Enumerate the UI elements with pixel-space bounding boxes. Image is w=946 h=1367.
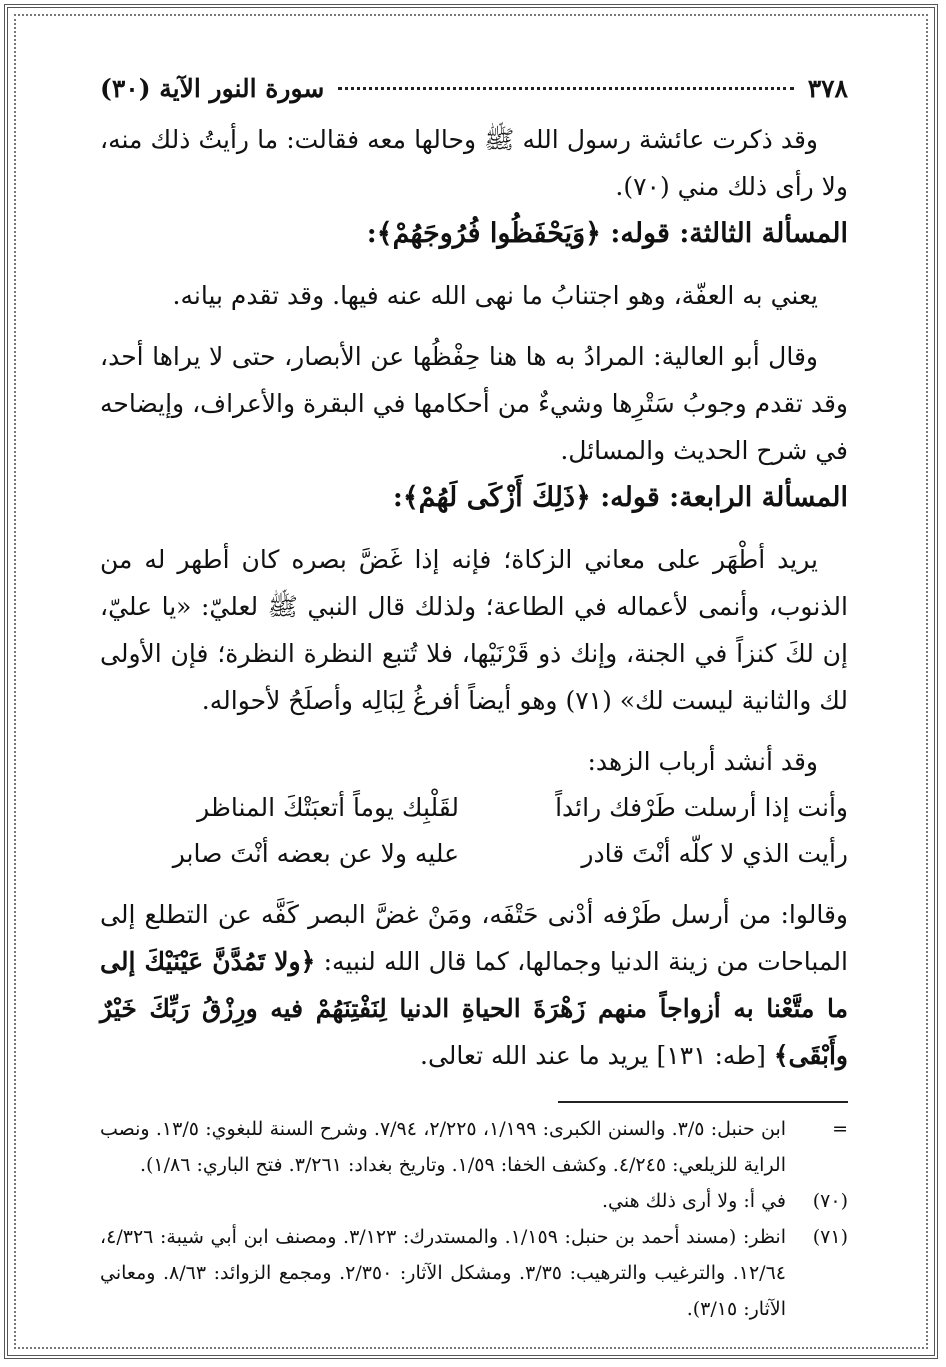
footnote-text: في أ: ولا أرى ذلك هني.: [601, 1190, 786, 1212]
paragraph-5: وقد أنشد أرباب الزهد:: [587, 747, 818, 776]
header-dotted-leader: [338, 87, 793, 90]
footnote-continuation-marker: =: [832, 1118, 848, 1140]
main-text: [100, 116, 848, 1079]
quran-quote: ﴿ولا تَمُدَّنَّ عَيْنَيْكَ إلى ما متَّعْنا به أزواجاً منهم زَهْرَةَ الحياةِ الدنيا لِنَفْتِنَهُمْ فيه ورِزْقُ رَبِّكَ خَيْرٌ وأَبْقَى﴾: [100, 947, 848, 1070]
page-header: [100, 60, 848, 116]
footnote-number: (٧١): [812, 1226, 848, 1248]
footnote-71: [100, 1219, 848, 1327]
book-page: [100, 60, 848, 1320]
footnote-continuation-text: ابن حنبل: ٣/٥. والسنن الكبرى: ١/١٩٩، ٢/٢٢٥، ٧/٩٤. وشرح السنة للبغوي: ١٣/٥. ونصب الراية للزيلعي: ٤/٢٤٥. وكشف الخفا: ١/٥٩. وتاريخ بغداد: ٣/٢٦١. فتح الباري: ١/٨٦).: [100, 1118, 787, 1176]
paragraph-6-start: وقالوا: من أرسل طَرْفه أدْنى حَتْفَه، ومَنْ غضَّ البصر كَفَّه عن التطلع إلى المباحات من زينة الدنيا وجمالها، كما قال الله لنبيه:: [100, 900, 848, 976]
page-number: ٣٧٨: [807, 73, 848, 103]
section-heading-4: المسألة الرابعة: قوله: ﴿ذَلِكَ أَزْكَى لَهُمْ﴾:: [392, 482, 848, 513]
hemistich-second: لقَلْبِك يوماً أتعبَتْكَ المناظر: [197, 793, 460, 822]
poem-line: [100, 785, 848, 831]
hemistich-second: عليه ولا عن بعضه أنْتَ صابر: [172, 839, 460, 868]
poem-line: [100, 831, 848, 877]
paragraph-6-end: [طه: ١٣١] يريد ما عند الله تعالى.: [420, 1041, 774, 1070]
footnote-separator: [558, 1101, 848, 1103]
paragraph-1: وقد ذكرت عائشة رسول الله ﷺ وحالها معه فقالت: ما رأيتُ ذلك منه، ولا رأى ذلك مني (٧٠).: [100, 125, 848, 201]
poem: [100, 785, 848, 877]
footnote-text: انظر: (مسند أحمد بن حنبل: ١/١٥٩. والمستدرك: ٣/١٢٣. ومصنف ابن أبي شيبة: ٤/٣٢٦، ١٢/٦٤. والترغيب والترهيب: ٣/٣٥. ومشكل الآثار: ٢/٣٥٠. ومجمع الزوائد: ٨/٦٣. ومعاني الآثار: ٣/١٥).: [100, 1226, 786, 1320]
paragraph-3: وقال أبو العالية: المرادُ به ها هنا حِفْظُها عن الأبصار، حتى لا يراها أحد، وقد تقدم وجوبُ سَتْرِها وشيءٌ من أحكامها في البقرة والأعراف، وإيضاحه في شرح الحديث والمسائل.: [100, 342, 848, 465]
paragraph-4: يريد أطْهَر على معاني الزكاة؛ فإنه إذا غَضَّ بصره كان أطهر له من الذنوب، وأنمى لأعماله في الطاعة؛ ولذلك قال النبي ﷺ لعليّ: «يا عليّ، إن لكَ كنزاً في الجنة، وإنك ذو قَرْنَيْها، فلا تُتبع النظرة النظرة؛ فإن الأولى لك والثانية ليست لك» (٧١) وهو أيضاً أفرغُ لِبَالِه وأصلَحُ لأحواله.: [100, 545, 848, 715]
paragraph-2: يعني به العفّة، وهو اجتنابُ ما نهى الله عنه فيها. وقد تقدم بيانه.: [172, 281, 818, 310]
section-heading-3: المسألة الثالثة: قوله: ﴿وَيَحْفَظُوا فُرُوجَهُمْ﴾:: [366, 218, 848, 249]
running-title: سورة النور الآية (٣٠): [100, 73, 325, 103]
paragraph-6: [100, 891, 848, 1079]
footnote-number: (٧٠): [812, 1190, 848, 1212]
footnote-continuation: [100, 1111, 848, 1183]
footnote-70: [100, 1183, 848, 1219]
hemistich-first: رأيت الذي لا كلّه أنْتَ قادر: [581, 839, 848, 868]
hemistich-first: وأنت إذا أرسلت طَرْفك رائداً: [555, 793, 848, 822]
footnotes: [100, 1111, 848, 1327]
